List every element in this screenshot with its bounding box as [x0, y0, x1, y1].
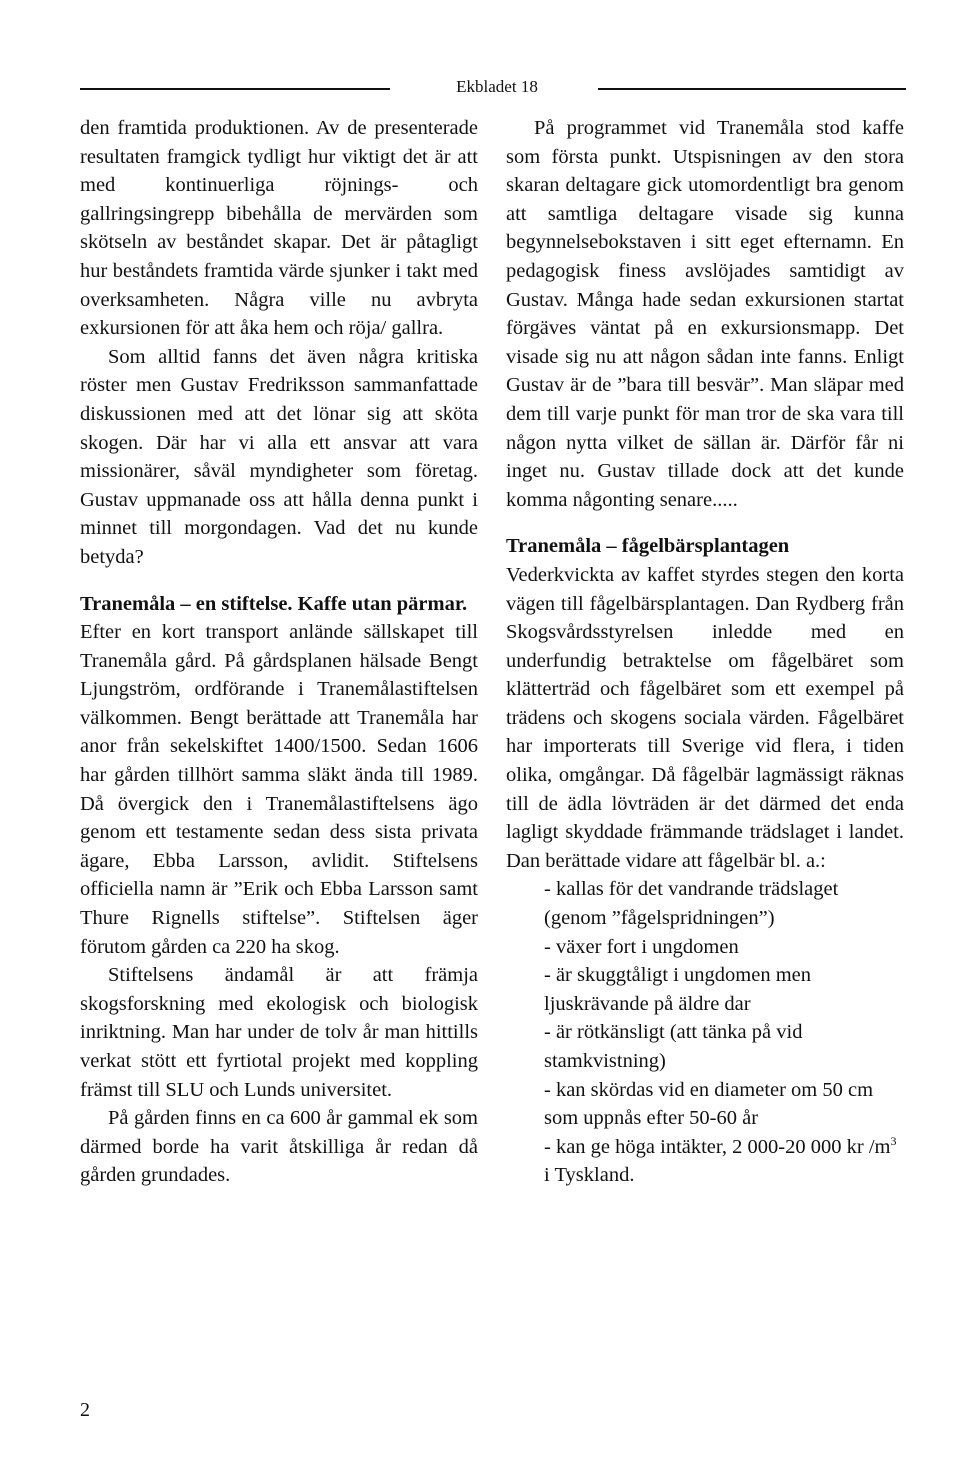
- list-item-last: [544, 1133, 904, 1190]
- fagelbar-list: [506, 875, 904, 1190]
- cubic-superscript: 3: [890, 1133, 897, 1148]
- left-paragraph-3: Efter en kort transport anlände sällskapet till Tranemåla gård. På gårdsplanen hälsade Bengt Ljungström, ordförande i Tranemålastiftelsen välkommen. Bengt berättade att Tranemåla har anor från sekelskiftet 1400/1500. Sedan 1606 har gården tillhört samma släkt ända till 1989. Då övergick den i Tranemålastiftelsens ägo genom ett testamente sedan dess sista privata ägare, Ebba Larsson, avlidit. Stiftelsens officiella namn är ”Erik och Ebba Larsson samt Thure Rignells stiftelse”. Stiftelsen äger förutom gården ca 220 ha skog.: [80, 621, 478, 958]
- list-item: - växer fort i ungdomen: [544, 935, 739, 958]
- list-item: - är rötkänsligt (att tänka på vid stamkvistning): [544, 1021, 803, 1072]
- page-number: 2: [80, 1399, 90, 1421]
- list-item: - är skuggtåligt i ungdomen men ljuskrävande på äldre dar: [544, 964, 812, 1015]
- right-column: [506, 114, 904, 1190]
- section-heading-fagelbar: Tranemåla – fågelbärsplantagen: [506, 535, 790, 558]
- list-item: - kan skördas vid en diameter om 50 cm som uppnås efter 50-60 år: [544, 1078, 874, 1130]
- list-item: - kallas för det vandrande trädslaget (genom ”fågelspridningen”): [544, 878, 839, 930]
- left-paragraph-2: Som alltid fanns det även några kritiska röster men Gustav Fredriksson sammanfattade diskussionen med att det lönar sig att sköta skogen. Där har vi alla ett ansvar att vara missionärer, såväl myndigheter som företag. Gustav uppmanade oss att hålla denna punkt i minnet till morgondagen. Vad det nu kunde betyda?: [80, 345, 478, 568]
- list-item-text: - kan ge höga intäkter, 2 000-20 000 kr /m: [544, 1135, 891, 1158]
- left-column: [80, 114, 478, 1190]
- right-paragraph-1: På programmet vid Tranemåla stod kaffe som första punkt. Utspisningen av den stora skaran deltagare gick utomordentligt bra genom att samtliga deltagare visade sig kunna begynnelsebokstaven i sitt eget efternamn. En pedagogisk finess avslöjades samtidigt av Gustav. Många hade sedan exkursionen startat förgäves väntat på en exkursionsmapp. Det visade sig nu att någon sådan inte fanns. Enligt Gustav är de ”bara till besvär”. Man släpar med dem till varje punkt för man tror de ska vara till någon nytta vilket de sällan är. Därför får ni inget nu. Gustav tillade dock att det kunde komma någonting senare.....: [506, 117, 904, 511]
- running-header: [80, 76, 906, 100]
- right-paragraph-2: Vederkvickta av kaffet styrdes stegen den korta vägen till fågelbärsplantagen. Dan Rydberg från Skogsvårdsstyrelsen inledde med en underfundig betraktelse om fågelbäret som klätterträd och fågelbäret som ett exempel på trädens och skogens sociala värden. Fågelbäret har importerats till Sverige vid flera, i tiden olika, omgångar. Då fågelbär lagmässigt räknas till de ädla lövträden är det därmed det enda lagligt skyddade främmande trädslaget i landet. Dan berättade vidare att fågelbär bl. a.:: [506, 563, 904, 872]
- left-paragraph-5: På gården finns en ca 600 år gammal ek som därmed borde ha varit åtskilliga år redan då gården grundades.: [80, 1107, 478, 1187]
- header-title: Ekbladet 18: [456, 77, 538, 96]
- header-rule-right: [598, 88, 906, 90]
- header-rule-left: [80, 88, 390, 90]
- left-paragraph-1: den framtida produktionen. Av de presenterade resultaten framgick tydligt hur viktigt det är att med kontinuerliga röjnings- och gallringsingrepp bibehålla de mervärden som skötseln av beståndet skapar. Det är påtagligt hur beståndets framtida värde sjunker i takt med overksamheten. Några ville nu avbryta exkursionen för att åka hem och röja/ gallra.: [80, 117, 478, 340]
- list-item-tail: i Tyskland.: [544, 1164, 635, 1187]
- left-paragraph-4: Stiftelsens ändamål är att främja skogsforskning med ekologisk och biologisk inriktning. Man har under de tolv år man hittills verkat stött ett fyrtiotal projekt med koppling främst till SLU och Lunds universitet.: [80, 964, 478, 1101]
- section-heading-stiftelse: Tranemåla – en stiftelse. Kaffe utan pärmar.: [80, 592, 468, 615]
